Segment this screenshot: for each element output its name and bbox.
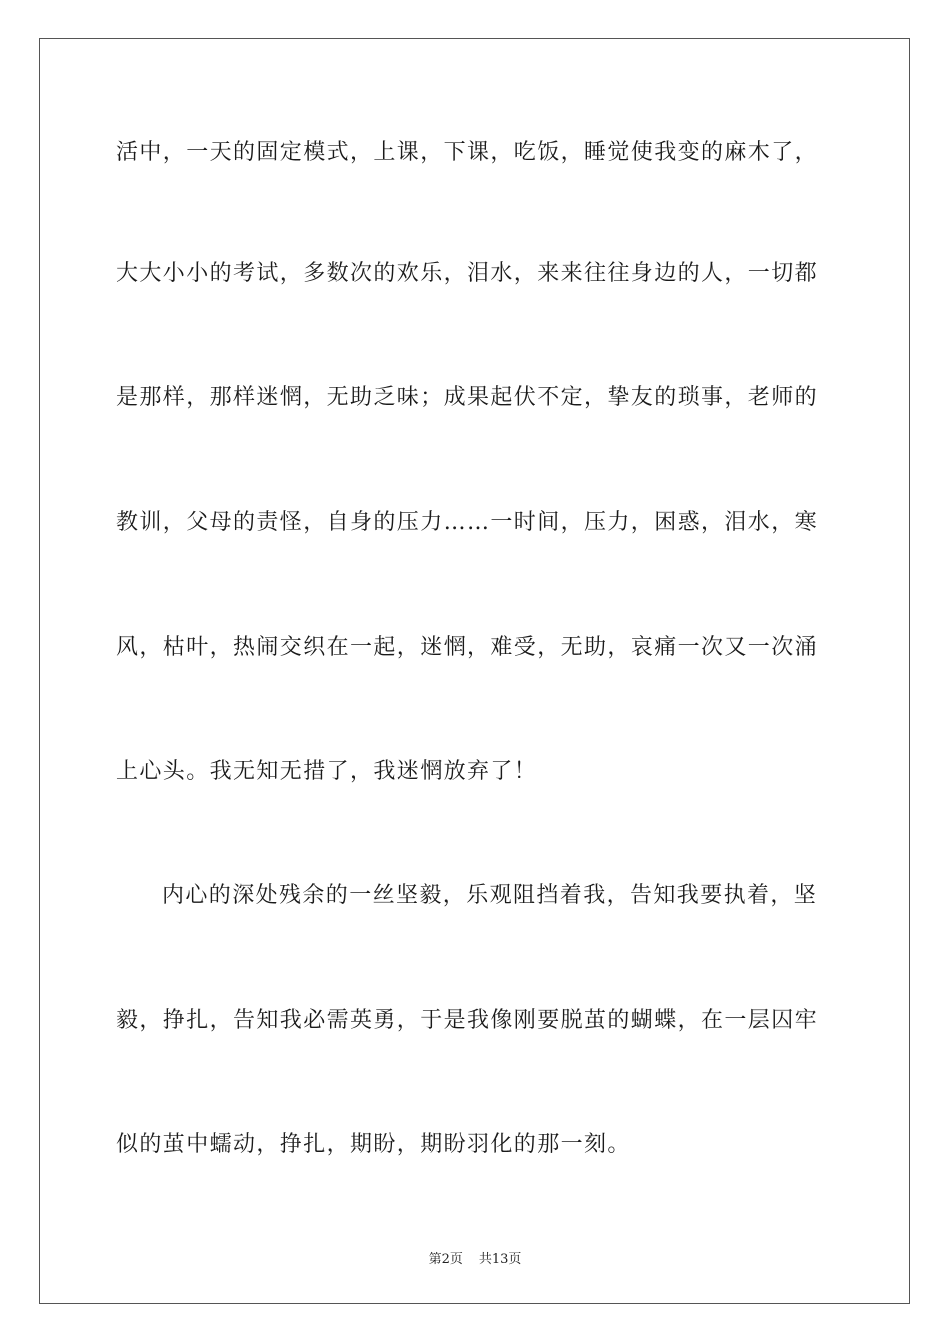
body-text-line: 上心头。我无知无措了，我迷惘放弃了！: [116, 759, 538, 784]
body-text-line: 大大小小的考试，多数次的欢乐，泪水，来来往往身边的人，一切都: [116, 261, 819, 286]
page-total: 共13页: [478, 1252, 522, 1267]
page-footer: [0, 1248, 950, 1267]
page-number: 第2页: [428, 1252, 463, 1267]
body-text-line: 风，枯叶，热闹交织在一起，迷惘，难受，无助，哀痛一次又一次涌: [116, 635, 819, 660]
page-border: [39, 38, 910, 1304]
body-text-line: 似的茧中蠕动，挣扎，期盼，期盼羽化的那一刻。: [116, 1132, 631, 1157]
body-text-line: 活中，一天的固定模式，上课，下课，吃饭，睡觉使我变的麻木了，: [116, 140, 819, 165]
body-text-line: 是那样，那样迷惘，无助乏味；成果起伏不定，挚友的琐事，老师的: [116, 385, 819, 410]
body-text-line: 内心的深处残余的一丝坚毅，乐观阻挡着我，告知我要执着，坚: [162, 883, 818, 908]
body-text-line: 教训，父母的责怪，自身的压力……一时间，压力，困惑，泪水，寒: [116, 510, 819, 535]
body-text-line: 毅，挣扎，告知我必需英勇，于是我像刚要脱茧的蝴蝶，在一层囚牢: [116, 1008, 819, 1033]
